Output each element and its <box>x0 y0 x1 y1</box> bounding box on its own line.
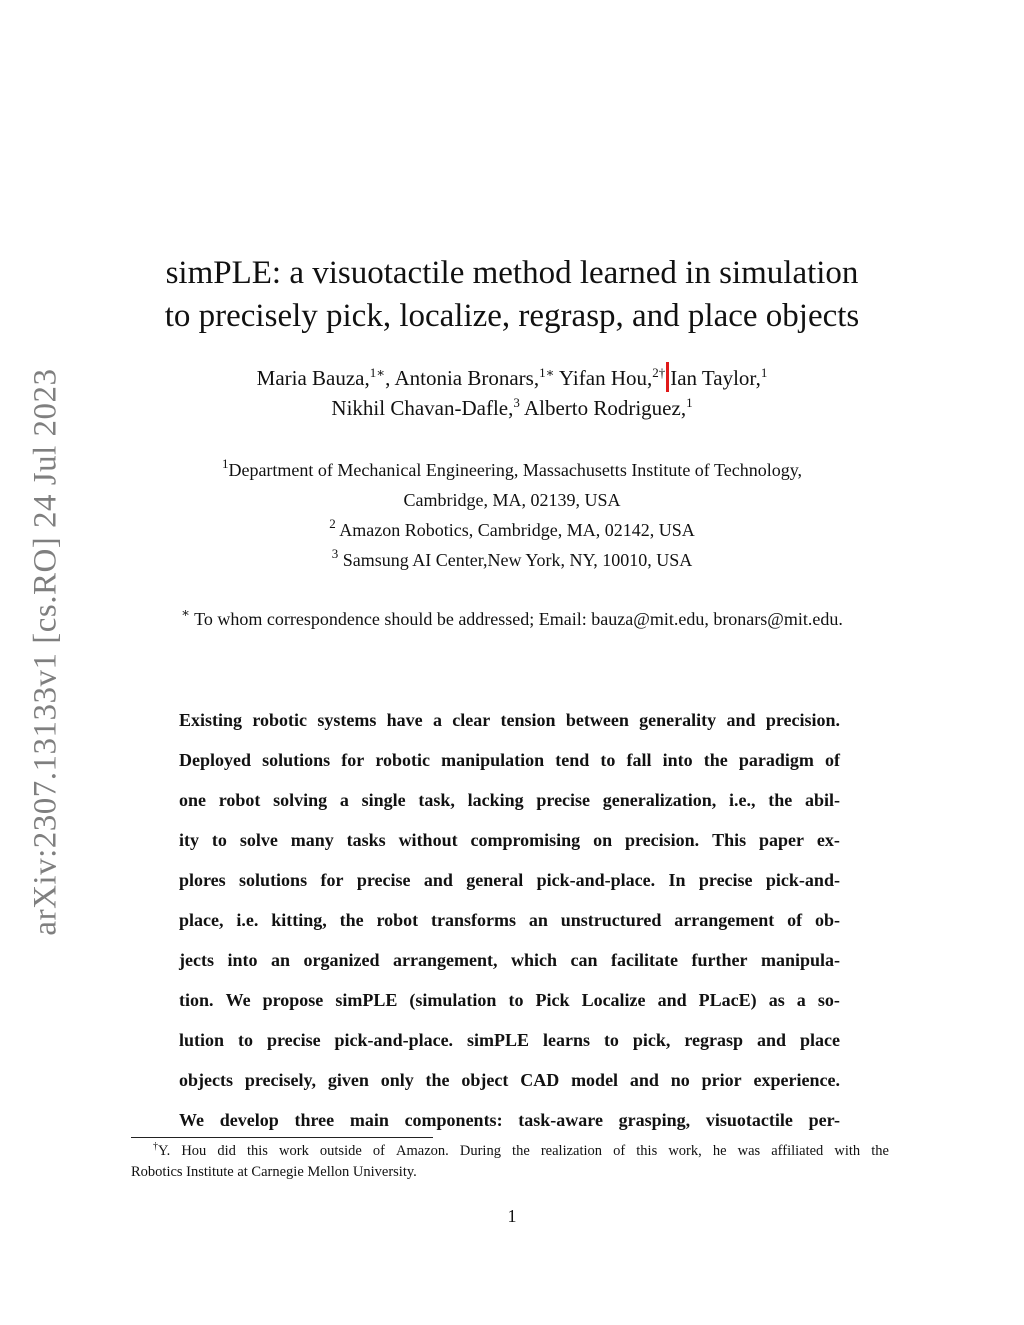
abstract-word: as <box>768 990 785 1010</box>
footnote-word-text: the <box>512 1143 530 1159</box>
abstract-word: paper <box>759 830 804 850</box>
abstract-word: single <box>361 790 406 810</box>
abstract-word: solutions <box>239 870 308 890</box>
abstract-word: ex- <box>816 830 840 850</box>
abstract-word: for <box>341 750 365 770</box>
affiliation-text: Department of Mechanical Engineering, Massachusetts Institute of Technology, <box>228 460 803 480</box>
footnote-word-text: During <box>459 1143 501 1159</box>
abstract-word: learns <box>542 1030 590 1050</box>
abstract-word: per- <box>808 1110 840 1130</box>
abstract-word: of <box>824 750 840 770</box>
abstract-word: solving <box>273 790 328 810</box>
abstract-line <box>179 1100 840 1140</box>
abstract-word: to <box>237 1030 253 1050</box>
footnote-word <box>181 1141 206 1162</box>
abstract-word: In <box>668 870 686 890</box>
abstract-line <box>179 780 840 820</box>
footnote-word <box>247 1141 268 1162</box>
abstract-word: tend <box>555 750 590 770</box>
abstract-word: place <box>799 1030 840 1050</box>
footnote-word-text: work, <box>668 1143 702 1159</box>
footnote-word <box>541 1141 602 1162</box>
author-affiliation-mark: 1∗ <box>539 365 555 380</box>
abstract-word: prior <box>701 1070 742 1090</box>
author-list <box>0 362 1024 423</box>
abstract-word: and <box>726 710 756 730</box>
abstract-word: the <box>703 750 728 770</box>
correspondence-note <box>0 605 1024 633</box>
abstract-word: generalization, <box>602 790 717 810</box>
abstract-word: an <box>271 950 291 970</box>
abstract-word: an <box>528 910 548 930</box>
arxiv-identifier: arXiv:2307.13133v1 [cs.RO] 24 Jul 2023 <box>27 368 64 936</box>
abstract-word: unstructured <box>560 910 662 930</box>
abstract-word: model <box>571 1070 619 1090</box>
affiliation-2 <box>0 515 1024 545</box>
author-name: , Antonia Bronars, <box>385 366 540 390</box>
title-line-1: simPLE: a visuotactile method learned in simulation <box>165 255 859 291</box>
abstract-word: lacking <box>467 790 524 810</box>
abstract-word: which <box>510 950 557 970</box>
abstract-word: to <box>211 830 227 850</box>
abstract-word: no <box>670 1070 690 1090</box>
footnote-word <box>373 1141 385 1162</box>
abstract-word: solutions <box>262 750 331 770</box>
abstract-word: and <box>423 870 453 890</box>
page-number: 1 <box>507 1206 517 1226</box>
abstract-word: precise <box>536 790 591 810</box>
abstract-word: to <box>508 990 524 1010</box>
abstract-word: and <box>629 1070 659 1090</box>
abstract-line <box>179 820 840 860</box>
abstract-word: We <box>179 1110 204 1130</box>
abstract-word: pick-and-place. <box>536 870 656 890</box>
author-affiliation-mark: 1 <box>760 365 768 380</box>
footnote-word <box>396 1141 449 1162</box>
abstract-word: many <box>290 830 334 850</box>
abstract-line <box>179 940 840 980</box>
author-affiliation-mark: 1∗ <box>369 365 386 380</box>
abstract-word: into <box>662 750 693 770</box>
abstract-word: i.e., <box>729 790 756 810</box>
abstract-word: lution <box>179 1030 225 1050</box>
footnote-word-text: affiliated <box>771 1143 824 1159</box>
abstract-word: regrasp <box>684 1030 744 1050</box>
abstract-word: of <box>787 910 803 930</box>
abstract-word: robot <box>218 790 261 810</box>
footnote-mark: † <box>153 1141 158 1152</box>
footnote-line-2: Robotics Institute at Carnegie Mellon University. <box>131 1164 417 1180</box>
abstract-word: propose <box>262 990 324 1010</box>
abstract-word: simPLE <box>335 990 398 1010</box>
abstract-word: and <box>756 1030 787 1050</box>
correspondence-mark: ∗ <box>181 605 190 620</box>
footnote-word <box>512 1141 530 1162</box>
author-name: Alberto Rodriguez, <box>519 396 687 420</box>
abstract-word: pick-and- <box>765 870 840 890</box>
affiliation-text: Amazon Robotics, Cambridge, MA, 02142, USA <box>335 520 695 540</box>
abstract-word: tension <box>500 710 556 730</box>
abstract-word: without <box>398 830 458 850</box>
author-affiliation-mark: 2† <box>652 365 666 380</box>
footnote-word <box>320 1141 362 1162</box>
footnote-word-text: Amazon. <box>396 1143 449 1159</box>
author-name: Nikhil Chavan-Dafle, <box>331 396 514 420</box>
abstract-word: precise <box>266 1030 321 1050</box>
abstract <box>179 700 840 1140</box>
abstract-line <box>179 900 840 940</box>
footnote-word <box>279 1141 309 1162</box>
abstract-word: precisely, <box>244 1070 316 1090</box>
abstract-word: This <box>712 830 747 850</box>
footnote-word <box>771 1141 823 1162</box>
footnote-word-text: of <box>372 1143 385 1159</box>
abstract-word: into <box>227 950 258 970</box>
title-line-2: to precisely pick, localize, regrasp, and place objects <box>164 298 860 334</box>
abstract-word: the <box>425 1070 450 1090</box>
affiliation-mark: 2 <box>329 516 336 531</box>
footnote-word <box>713 1141 727 1162</box>
abstract-word: clear <box>452 710 491 730</box>
abstract-word: one <box>179 790 206 810</box>
abstract-line <box>179 1060 840 1100</box>
abstract-word: abil- <box>804 790 840 810</box>
abstract-word: pick-and-place. <box>334 1030 454 1050</box>
footnote-word-text: work <box>279 1143 309 1159</box>
paper-title <box>0 252 1024 338</box>
abstract-word: ob- <box>814 910 840 930</box>
abstract-word: tion. <box>179 990 214 1010</box>
author-name: Ian Taylor, <box>670 366 761 390</box>
abstract-word: organized <box>303 950 380 970</box>
abstract-word: manipula- <box>760 950 840 970</box>
abstract-word: Existing <box>179 710 243 730</box>
abstract-word: precise <box>698 870 753 890</box>
abstract-word: on <box>593 830 613 850</box>
affiliation-text: Samsung AI Center,New York, NY, 10010, USA <box>338 550 693 570</box>
abstract-word: for <box>320 870 344 890</box>
abstract-word: components: <box>404 1110 503 1130</box>
abstract-word: task-aware <box>518 1110 603 1130</box>
abstract-word: systems <box>317 710 377 730</box>
author-name: Maria Bauza, <box>256 366 370 390</box>
abstract-word: CAD <box>520 1070 560 1090</box>
abstract-word: to <box>603 1030 619 1050</box>
abstract-word: develop <box>219 1110 279 1130</box>
abstract-word: have <box>386 710 423 730</box>
abstract-word: simPLE <box>467 1030 530 1050</box>
abstract-word: arrangement <box>674 910 775 930</box>
footnote-word-text: with <box>834 1143 861 1159</box>
abstract-word: task, <box>418 790 455 810</box>
abstract-word: Localize <box>581 990 646 1010</box>
abstract-word: kitting, <box>271 910 327 930</box>
footnote-word-text: the <box>871 1143 889 1159</box>
affiliation-1 <box>0 455 1024 485</box>
abstract-word: facilitate <box>611 950 678 970</box>
footnote-word-text: this <box>636 1143 658 1159</box>
footnote-word-text: realization <box>540 1143 603 1159</box>
author-line-1 <box>0 362 1024 393</box>
affiliation-mark: 3 <box>331 546 339 561</box>
abstract-word: and <box>657 990 687 1010</box>
abstract-word: ity <box>179 830 199 850</box>
footnote-word <box>738 1141 761 1162</box>
footnote-word-text: did <box>217 1143 236 1159</box>
abstract-word: plores <box>179 870 226 890</box>
affiliation-mark: 1 <box>221 456 229 471</box>
author-name: Yifan Hou, <box>554 366 653 390</box>
abstract-line <box>179 860 840 900</box>
abstract-word: fall <box>626 750 652 770</box>
abstract-word: experience. <box>753 1070 840 1090</box>
text-cursor-marker <box>666 362 669 392</box>
abstract-word: visuotactile <box>705 1110 793 1130</box>
abstract-word: the <box>768 790 793 810</box>
abstract-line <box>179 740 840 780</box>
footnote-word-text: he <box>712 1143 727 1159</box>
abstract-line <box>179 980 840 1020</box>
abstract-line <box>179 1020 840 1060</box>
abstract-word: transforms <box>430 910 516 930</box>
abstract-word: robotic <box>252 710 308 730</box>
abstract-word: place, <box>179 910 224 930</box>
abstract-word: Pick <box>535 990 570 1010</box>
abstract-word: jects <box>179 950 214 970</box>
abstract-word: objects <box>179 1070 233 1090</box>
abstract-word: precision. <box>624 830 700 850</box>
abstract-word: (simulation <box>409 990 497 1010</box>
abstract-word: can <box>570 950 598 970</box>
abstract-word: arrangement, <box>393 950 498 970</box>
footnote-word-text: of <box>613 1143 626 1159</box>
abstract-word: PLacE) <box>698 990 757 1010</box>
affiliation-3 <box>0 545 1024 575</box>
footnote-word-text: outside <box>319 1143 362 1159</box>
abstract-word: tasks <box>346 830 386 850</box>
footnote-word <box>668 1141 701 1162</box>
abstract-word: main <box>349 1110 389 1130</box>
footnote-line-1 <box>131 1141 889 1162</box>
abstract-word: precise <box>356 870 411 890</box>
abstract-word: given <box>327 1070 369 1090</box>
abstract-word: three <box>294 1110 335 1130</box>
abstract-word: only <box>380 1070 414 1090</box>
footnote-word <box>217 1141 236 1162</box>
abstract-word: precision. <box>765 710 840 730</box>
author-affiliation-mark: 3 <box>513 395 520 410</box>
footnote-word <box>871 1141 889 1162</box>
abstract-word: robot <box>376 910 419 930</box>
footnote-word <box>636 1141 657 1162</box>
author-affiliation-mark: 1 <box>686 395 693 410</box>
author-line-2 <box>0 393 1024 423</box>
abstract-word: between <box>565 710 629 730</box>
footnote-word <box>153 1141 170 1162</box>
abstract-word: compromising <box>470 830 581 850</box>
footnote <box>131 1141 889 1183</box>
abstract-word: so- <box>817 990 840 1010</box>
footnote-word-text: was <box>737 1143 761 1159</box>
abstract-word: solve <box>239 830 278 850</box>
footnote-word <box>460 1141 501 1162</box>
abstract-word: i.e. <box>236 910 259 930</box>
footnote-word-text: this <box>246 1143 268 1159</box>
abstract-word: We <box>225 990 251 1010</box>
footnote-word-text: Y. <box>158 1143 171 1159</box>
abstract-word: to <box>600 750 616 770</box>
footnote-word <box>613 1141 625 1162</box>
abstract-word: paradigm <box>738 750 814 770</box>
abstract-word: the <box>339 910 364 930</box>
abstract-word: pick, <box>632 1030 671 1050</box>
abstract-word: grasping, <box>618 1110 691 1130</box>
abstract-word: general <box>466 870 524 890</box>
abstract-word: further <box>691 950 748 970</box>
abstract-word: a <box>339 790 349 810</box>
footnote-divider <box>131 1137 433 1138</box>
abstract-word: a <box>432 710 442 730</box>
abstract-word: a <box>796 990 806 1010</box>
abstract-word: object <box>461 1070 509 1090</box>
abstract-word: robotic <box>375 750 431 770</box>
abstract-word: Deployed <box>179 750 251 770</box>
affiliation-list <box>0 455 1024 575</box>
abstract-line <box>179 700 840 740</box>
abstract-word: generality <box>639 710 717 730</box>
affiliation-1-address: Cambridge, MA, 02139, USA <box>403 490 621 510</box>
correspondence-text: To whom correspondence should be addressed; Email: bauza@mit.edu, bronars@mit.edu. <box>189 609 843 629</box>
footnote-word <box>834 1141 860 1162</box>
footnote-word-text: Hou <box>181 1143 207 1159</box>
abstract-word: manipulation <box>441 750 545 770</box>
